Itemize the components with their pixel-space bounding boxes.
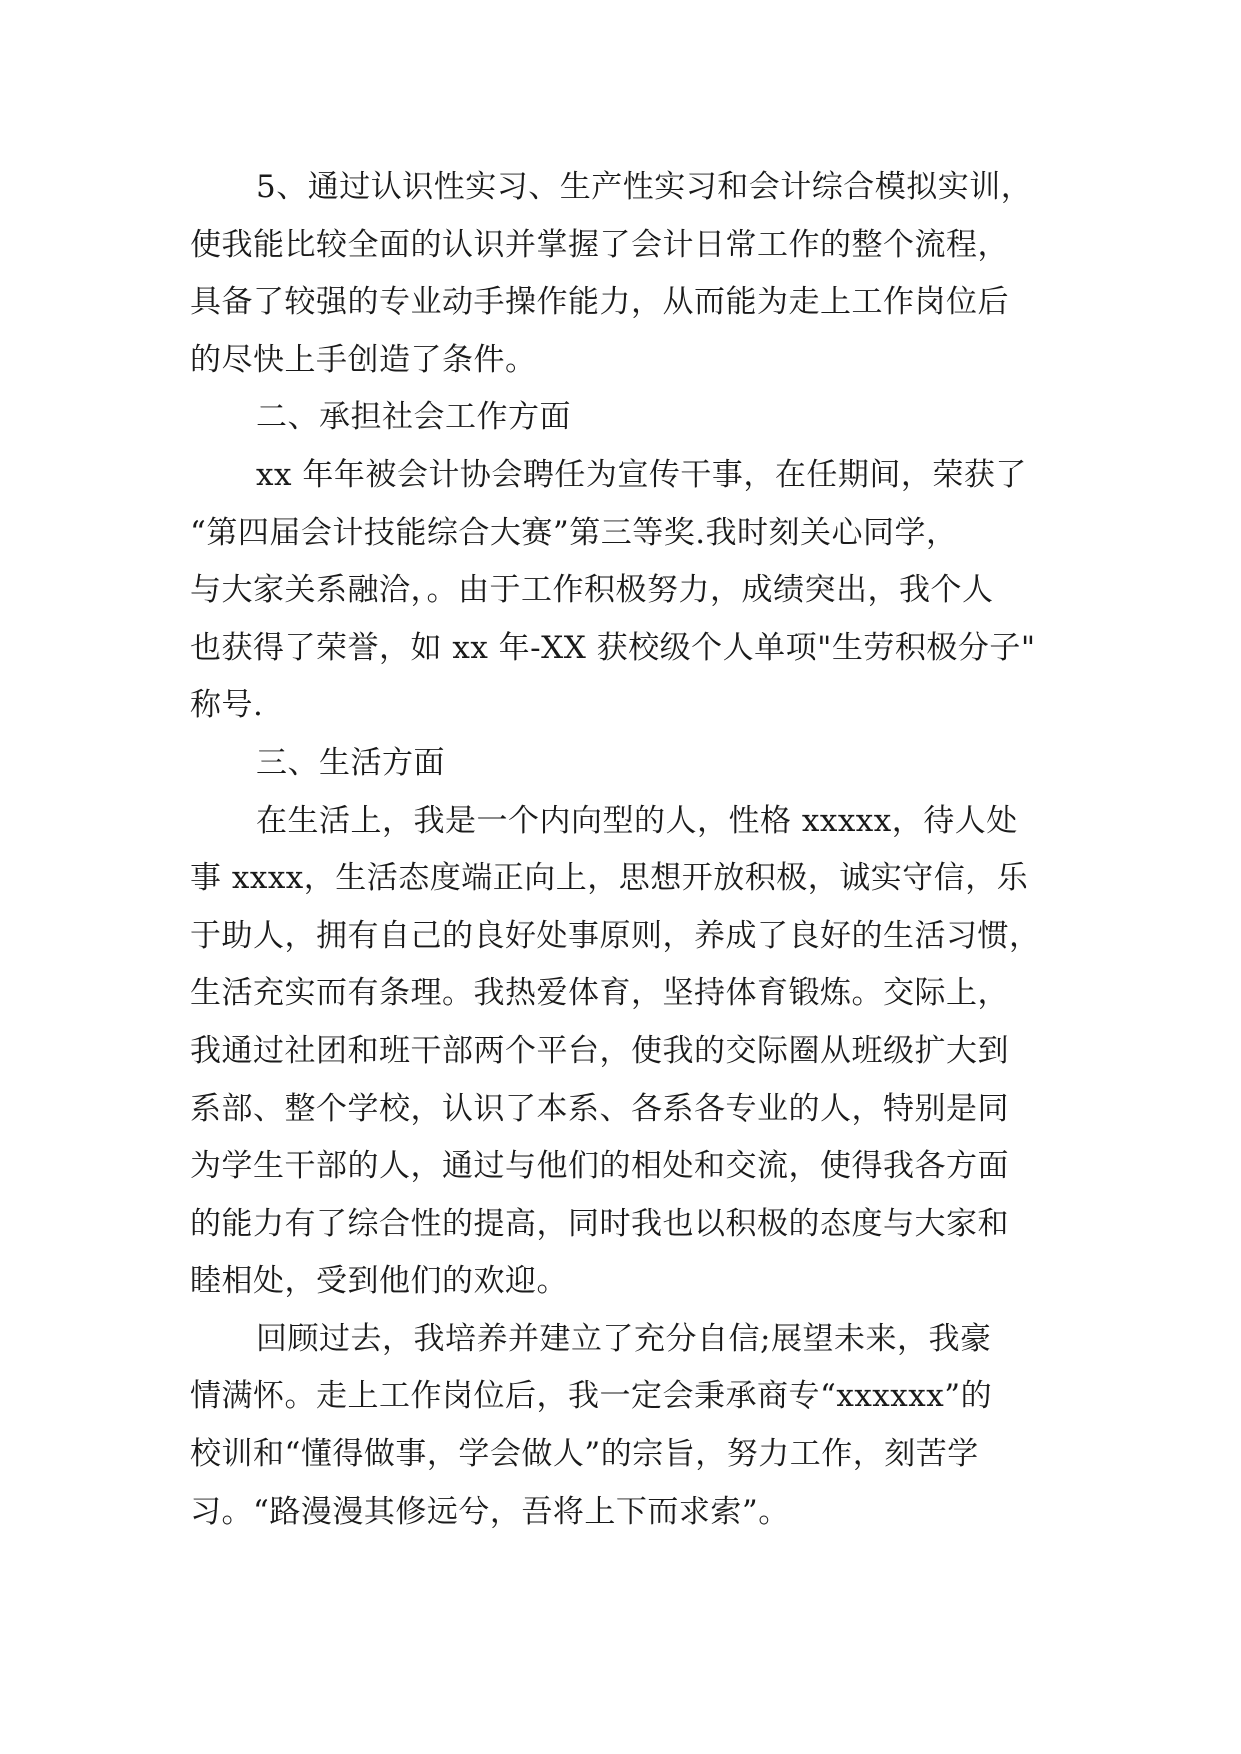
text-line: 情满怀。走上工作岗位后，我一定会秉承商专“xxxxxx”的 bbox=[190, 1378, 993, 1415]
text-line: 与大家关系融洽，。由于工作积极努力，成绩突出，我个人 bbox=[190, 572, 994, 609]
text-line: 称号. bbox=[190, 687, 264, 724]
text-line: 5、通过认识性实习、生产性实习和会计综合模拟实训， bbox=[256, 169, 1033, 205]
document-body bbox=[190, 159, 1070, 1541]
text-line: 我通过社团和班干部两个平台，使我的交际圈从班级扩大到 bbox=[190, 1032, 1009, 1069]
text-line: 校训和“懂得做事，学会做人”的宗旨，努力工作，刻苦学 bbox=[190, 1436, 979, 1473]
text-line: 的能力有了综合性的提高，同时我也以积极的态度与大家和 bbox=[190, 1205, 1009, 1242]
text-line: 的尽快上手创造了条件。 bbox=[190, 341, 537, 378]
text-line: 回顾过去，我培养并建立了充分自信;展望未来，我豪 bbox=[256, 1320, 992, 1357]
text-line: 也获得了荣誉，如 xx 年-XX 获校级个人单项"生劳积极分子" bbox=[190, 629, 1036, 666]
text-line: “第四届会计技能综合大赛”第三等奖.我时刻关心同学， bbox=[190, 514, 958, 551]
section-heading: 二、承担社会工作方面 bbox=[256, 399, 571, 436]
text-line: 事 xxxx，生活态度端正向上，思想开放积极，诚实守信，乐 bbox=[190, 860, 1029, 897]
section-heading: 三、生活方面 bbox=[256, 744, 445, 781]
text-line: 于助人，拥有自己的良好处事原则，养成了良好的生活习惯， bbox=[190, 917, 1041, 954]
text-line: 睦相处，受到他们的欢迎。 bbox=[190, 1263, 568, 1300]
text-line: 在生活上，我是一个内向型的人，性格 xxxxx，待人处 bbox=[256, 802, 1018, 839]
text-line: 生活充实而有条理。我热爱体育，坚持体育锻炼。交际上， bbox=[190, 975, 1009, 1012]
text-line: xx 年年被会计协会聘任为宣传干事，在任期间，荣获了 bbox=[256, 456, 1027, 493]
text-line: 习。“路漫漫其修远兮，吾将上下而求索”。 bbox=[190, 1493, 790, 1530]
text-line: 系部、整个学校，认识了本系、各系各专业的人，特别是同 bbox=[190, 1090, 1009, 1127]
text-line: 具备了较强的专业动手操作能力，从而能为走上工作岗位后 bbox=[190, 284, 1009, 321]
text-line: 使我能比较全面的认识并掌握了会计日常工作的整个流程， bbox=[190, 226, 1009, 263]
text-line: 为学生干部的人，通过与他们的相处和交流，使得我各方面 bbox=[190, 1148, 1009, 1185]
